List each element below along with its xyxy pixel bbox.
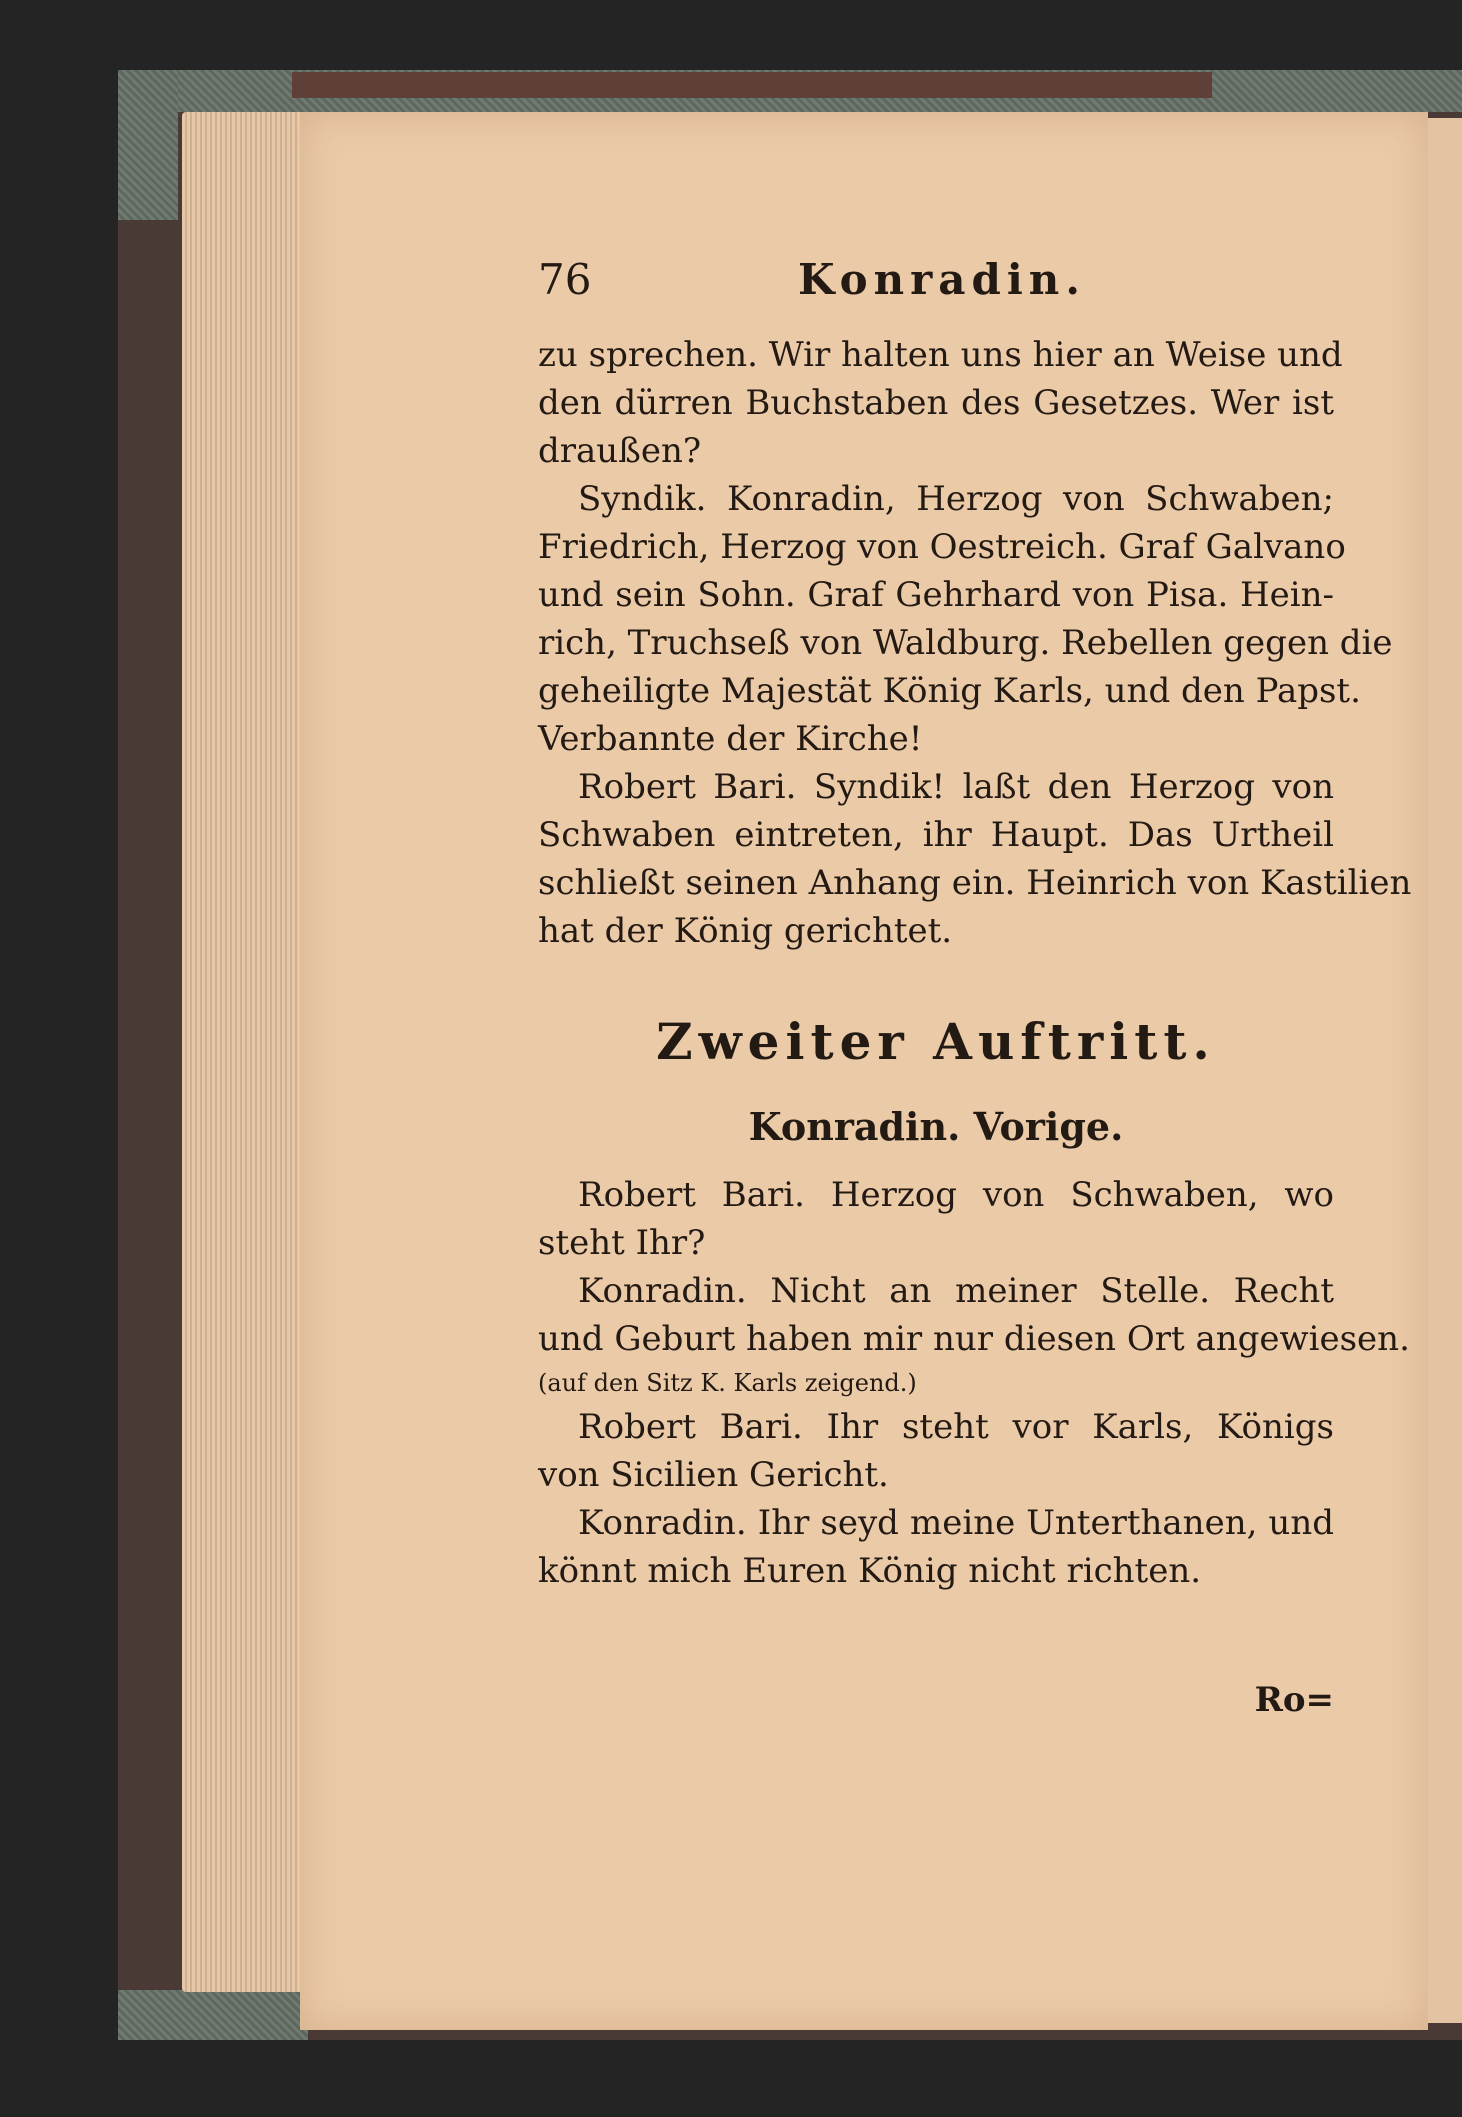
text-line: Robert Bari. Syndik! laßt den Herzog von <box>578 767 1334 807</box>
text-line: Schwaben eintreten, ihr Haupt. Das Urtheil <box>538 815 1334 855</box>
text-line: könnt mich Euren König nicht richten. <box>538 1551 1202 1591</box>
text-line: draußen? <box>538 431 702 471</box>
scene-title: Zweiter Auftritt. <box>656 1012 1216 1071</box>
text-line: und sein Sohn. Graf Gehrhard von Pisa. Hein- <box>538 575 1334 615</box>
catchword: Ro= <box>1254 1680 1334 1720</box>
text-line: Verbannte der Kirche! <box>538 719 923 759</box>
cloth-binding-bottom <box>118 1990 308 2040</box>
text-line: Konradin. Nicht an meiner Stelle. Recht <box>578 1271 1334 1311</box>
stage-direction: (auf den Sitz K. Karls zeigend.) <box>538 1369 917 1397</box>
text-line: den dürren Buchstaben des Gesetzes. Wer ist <box>538 383 1334 423</box>
text-line: schließt seinen Anhang ein. Heinrich von Kastilien <box>538 863 1412 903</box>
text-line: geheiligte Majestät König Karls, und den Papst. <box>538 671 1361 711</box>
text-line: zu sprechen. Wir halten uns hier an Weise und <box>538 335 1343 375</box>
dialogue-bottom <box>538 1171 1410 1595</box>
page-number: 76 <box>538 255 592 304</box>
text-line: steht Ihr? <box>538 1223 706 1263</box>
text-line: hat der König gerichtet. <box>538 911 953 951</box>
text-line: und Geburt haben mir nur diesen Ort angewiesen. <box>538 1319 1410 1359</box>
text-line: Robert Bari. Ihr steht vor Karls, Königs <box>578 1407 1334 1447</box>
dialogue-top <box>538 331 1412 955</box>
page-header <box>538 255 1334 331</box>
text-line: Syndik. Konradin, Herzog von Schwaben; <box>578 479 1334 519</box>
spine-strip <box>292 72 1212 98</box>
cloth-binding-corner <box>118 70 178 220</box>
text-line: von Sicilien Gericht. <box>538 1455 889 1495</box>
text-line: Friedrich, Herzog von Oestreich. Graf Galvano <box>538 527 1346 567</box>
text-line: Robert Bari. Herzog von Schwaben, wo <box>578 1175 1334 1215</box>
text-line: Konradin. Ihr seyd meine Unterthanen, und <box>578 1503 1334 1543</box>
page-text <box>538 255 1412 1720</box>
running-title: Konradin. <box>798 255 1086 304</box>
text-line: rich, Truchseß von Waldburg. Rebellen gegen die <box>538 623 1393 663</box>
facing-page-edge <box>1425 118 1462 2023</box>
scene-cast: Konradin. Vorige. <box>748 1104 1124 1149</box>
